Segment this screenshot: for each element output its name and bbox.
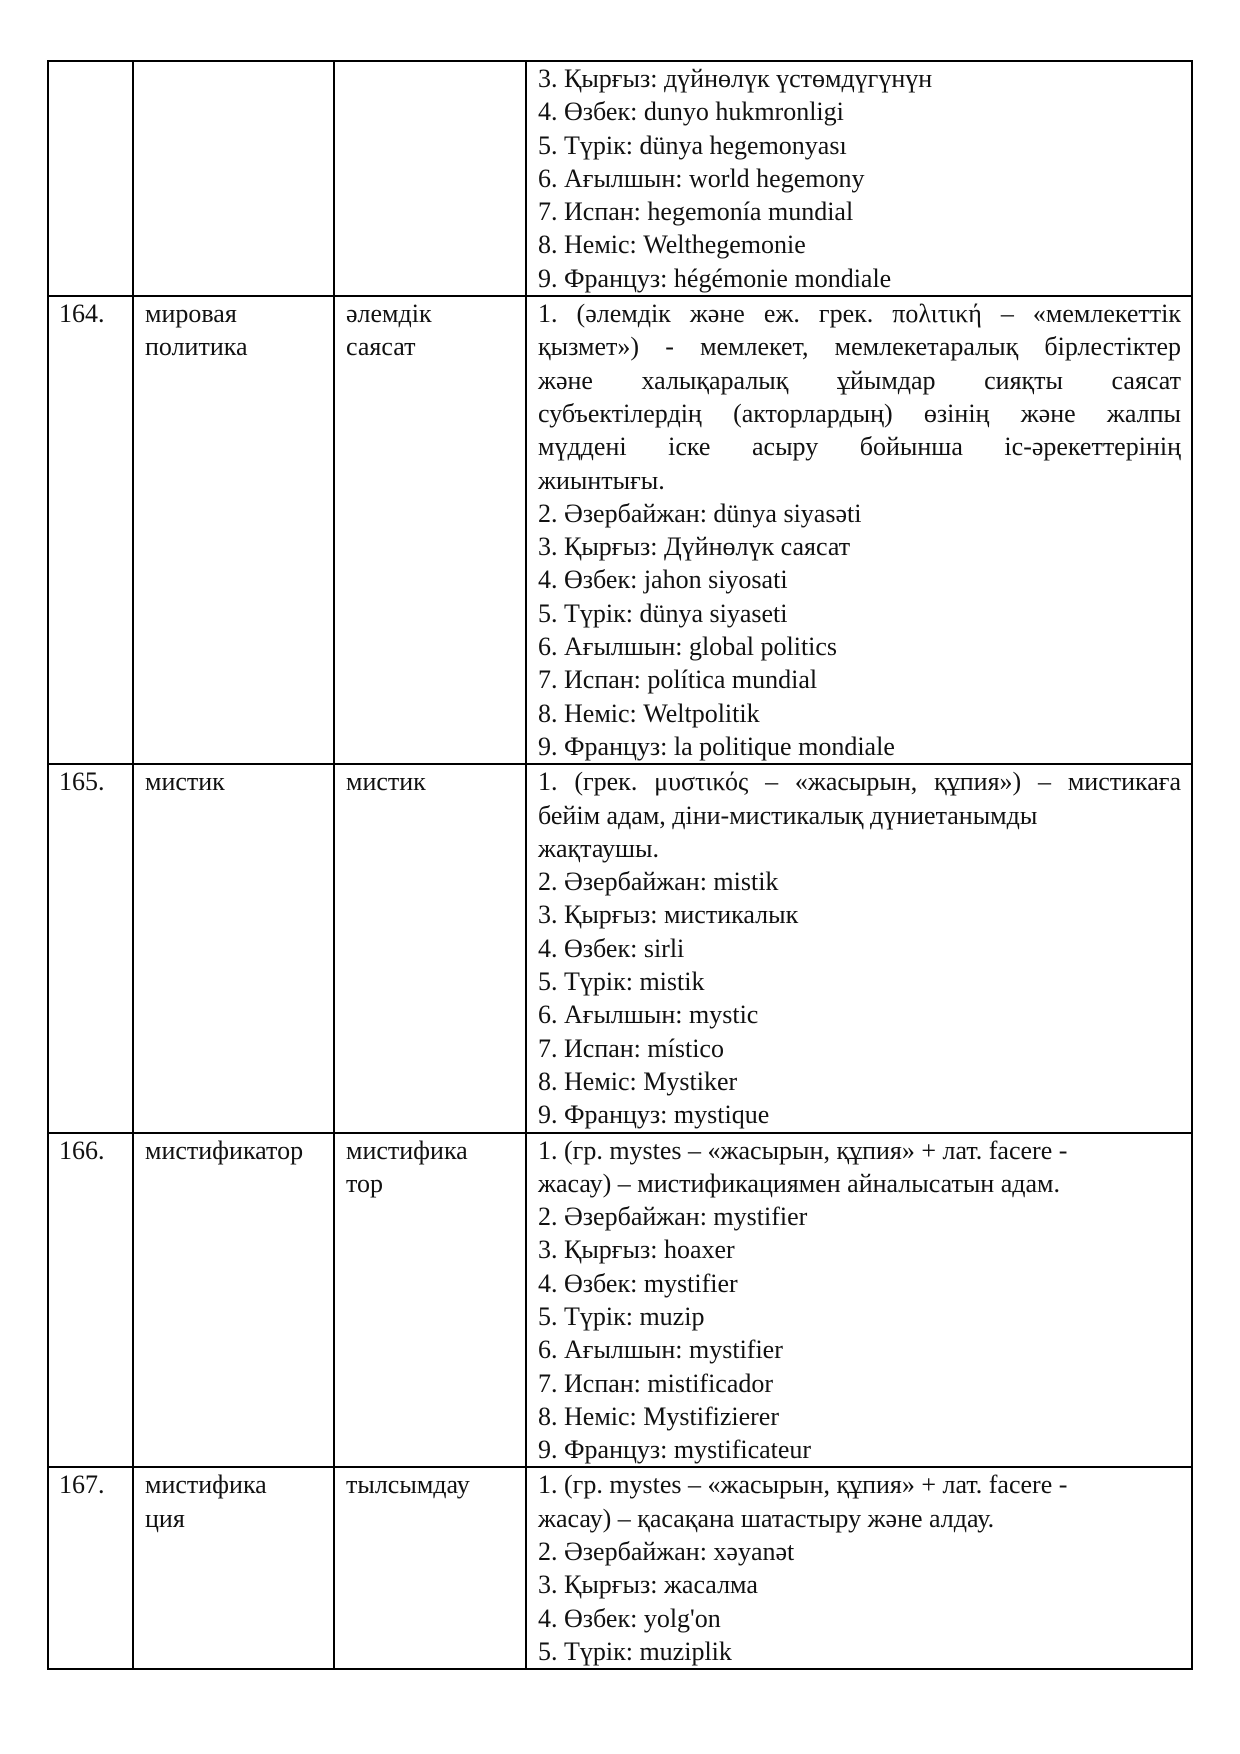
entry-number: 164. — [48, 296, 133, 764]
kazakh-term-line: тор — [346, 1168, 384, 1198]
definition-line: субъектілердің (акторлардың) өзінің және жалпы — [538, 398, 1181, 428]
definition-line: 1. (грек. μυστικός – «жасырын, құпия») – мистикаға — [538, 767, 1181, 797]
definition-line: 9. Француз: hégémonie mondiale — [538, 263, 892, 293]
definition-line: бейім адам, діни-мистикалық дүниетанымды — [538, 800, 1038, 830]
definition-line: 8. Неміс: Welthegemonie — [538, 230, 806, 260]
definition-line: қызмет») - мемлекет, мемлекетаралық бірлестіктер — [538, 332, 1181, 362]
entry-number: 167. — [48, 1467, 133, 1669]
dictionary-table — [47, 60, 1193, 1670]
entry-number: 165. — [48, 764, 133, 1132]
definition-line: 4. Өзбек: dunyo hukmronligi — [538, 97, 844, 127]
definition-line: 2. Әзербайжан: xəyanət — [538, 1537, 795, 1567]
definition-line: 4. Өзбек: jahon siyosati — [538, 565, 788, 595]
russian-term — [133, 61, 334, 296]
definition-line: 8. Неміс: Weltpolitik — [538, 698, 760, 728]
russian-term-line: мистифика — [145, 1470, 267, 1500]
definition-line: 7. Испан: hegemonía mundial — [538, 197, 854, 227]
definition-line: жиынтығы. — [538, 465, 665, 495]
definition-line: 5. Түрік: dünya hegemonyası — [538, 130, 847, 160]
kazakh-term-line: саясат — [346, 332, 416, 362]
kazakh-term-line: мистифика — [346, 1135, 468, 1165]
definition-line: жасау) – мистификациямен айналысатын адам. — [538, 1168, 1060, 1198]
dictionary-table-body — [48, 61, 1192, 1669]
definition-line: 5. Түрік: dünya siyaseti — [538, 598, 788, 628]
kazakh-term — [334, 1133, 526, 1468]
definition-line: 3. Қырғыз: Дүйнөлүк саясат — [538, 532, 851, 562]
russian-term — [133, 1133, 334, 1468]
kazakh-term — [334, 296, 526, 764]
definition-line: 2. Әзербайжан: mystifier — [538, 1202, 808, 1232]
table-row — [48, 764, 1192, 1132]
definition-line: 9. Француз: mystique — [538, 1100, 770, 1130]
definition-line: 1. (гр. mystes – «жасырын, құпия» + лат. facere - — [538, 1470, 1068, 1500]
definition-line: 3. Қырғыз: жасалма — [538, 1570, 758, 1600]
definition-line: 5. Түрік: muzip — [538, 1301, 705, 1331]
kazakh-term-line: әлемдік — [346, 299, 432, 329]
kazakh-term-line: тылсымдау — [346, 1470, 470, 1500]
russian-term — [133, 1467, 334, 1669]
russian-term-line: мистик — [145, 767, 225, 797]
definition-line: 3. Қырғыз: мистикалык — [538, 900, 799, 930]
russian-term — [133, 764, 334, 1132]
definition-line: 6. Ағылшын: mystifier — [538, 1335, 783, 1365]
definition-line: жасау) – қасақана шатастыру және алдау. — [538, 1503, 995, 1533]
definition-line: және халықаралық ұйымдар сияқты саясат — [538, 365, 1181, 395]
russian-term-line: мировая — [145, 299, 237, 329]
definition-line: 6. Ағылшын: mystic — [538, 1000, 759, 1030]
russian-term-line: мистификатор — [145, 1135, 304, 1165]
definition-line: 3. Қырғыз: hoaxer — [538, 1235, 735, 1265]
definition-line: 5. Түрік: muziplik — [538, 1636, 732, 1666]
definition-line: 9. Француз: mystificateur — [538, 1435, 812, 1465]
definition-cell — [526, 61, 1192, 296]
definition-line: 2. Әзербайжан: mistik — [538, 867, 779, 897]
table-row — [48, 1133, 1192, 1468]
definition-line: 6. Ағылшын: global politics — [538, 632, 838, 662]
entry-number: 166. — [48, 1133, 133, 1468]
definition-line: 1. (әлемдік және еж. грек. πολιτική – «мемлекеттік — [538, 299, 1181, 329]
definition-cell — [526, 1133, 1192, 1468]
entry-number — [48, 61, 133, 296]
definition-cell — [526, 764, 1192, 1132]
definition-cell — [526, 1467, 1192, 1669]
definition-line: мүддені іске асыру бойынша іс-әрекеттерінің — [538, 432, 1181, 462]
definition-line: 9. Француз: la politique mondiale — [538, 731, 895, 761]
kazakh-term — [334, 764, 526, 1132]
definition-line: 3. Қырғыз: дүйнөлүк үстөмдүгүнүн — [538, 64, 933, 93]
definition-line: 8. Неміс: Mystiker — [538, 1066, 738, 1096]
russian-term — [133, 296, 334, 764]
definition-line: 4. Өзбек: mystifier — [538, 1268, 738, 1298]
definition-line: 2. Әзербайжан: dünya siyasəti — [538, 498, 862, 528]
kazakh-term — [334, 61, 526, 296]
kazakh-term — [334, 1467, 526, 1669]
table-row — [48, 1467, 1192, 1669]
table-row — [48, 61, 1192, 296]
definition-line: 8. Неміс: Mystifizierer — [538, 1401, 779, 1431]
definition-cell — [526, 296, 1192, 764]
russian-term-line: ция — [145, 1503, 185, 1533]
definition-line: 7. Испан: mistificador — [538, 1368, 774, 1398]
table-row — [48, 296, 1192, 764]
kazakh-term-line: мистик — [346, 767, 426, 797]
russian-term-line: политика — [145, 332, 248, 362]
definition-line: 4. Өзбек: yolg'on — [538, 1603, 721, 1633]
definition-line: 1. (гр. mystes – «жасырын, құпия» + лат. facere - — [538, 1135, 1068, 1165]
definition-line: 6. Ағылшын: world hegemony — [538, 163, 865, 193]
definition-line: жақтаушы. — [538, 833, 660, 863]
definition-line: 5. Түрік: mistik — [538, 967, 705, 997]
definition-line: 7. Испан: política mundial — [538, 665, 818, 695]
definition-line: 7. Испан: místico — [538, 1033, 724, 1063]
definition-line: 4. Өзбек: sirli — [538, 933, 685, 963]
